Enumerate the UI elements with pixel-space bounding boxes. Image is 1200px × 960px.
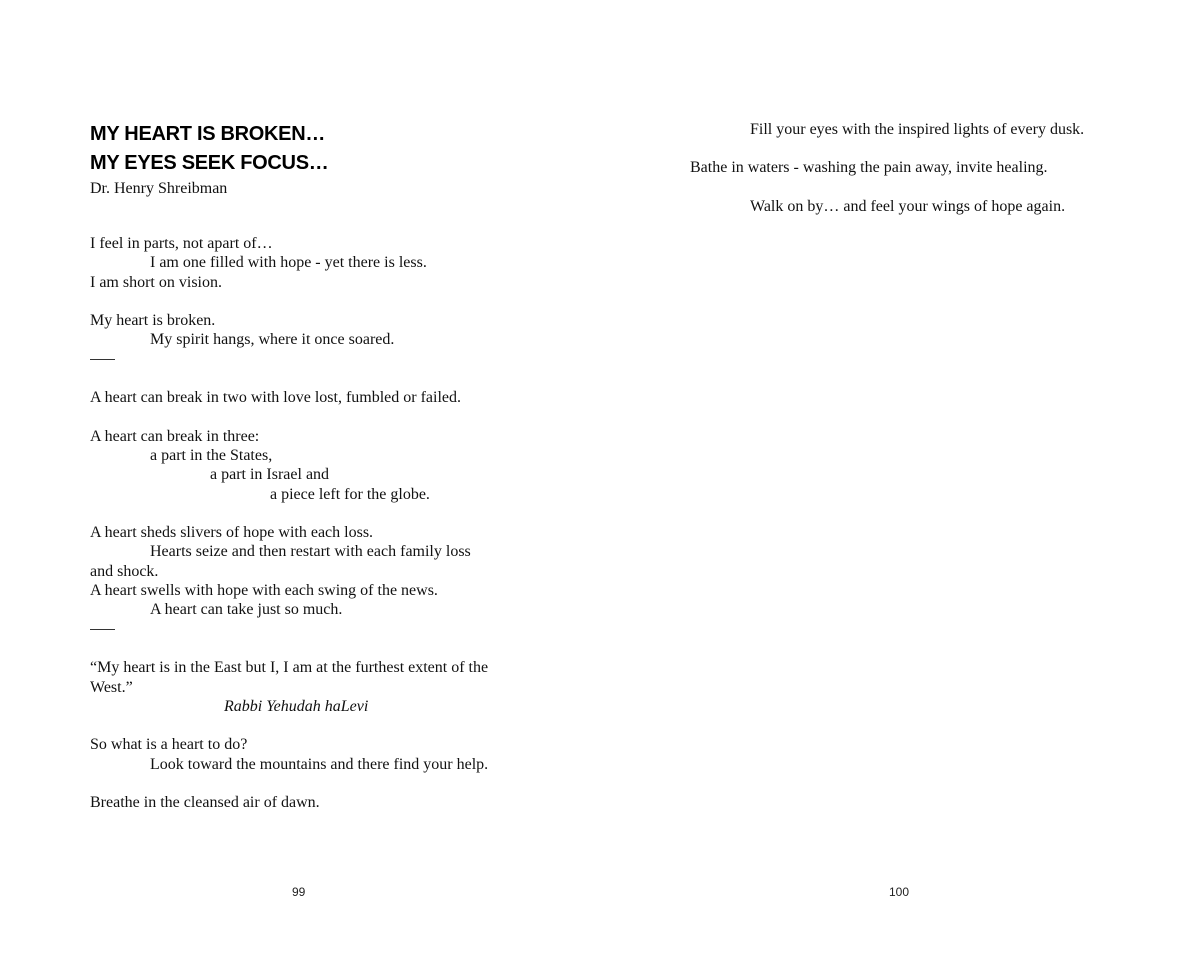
poem-line: A heart can take just so much. <box>150 601 343 619</box>
quote-attribution: Rabbi Yehudah haLevi <box>224 698 369 716</box>
poem-line: Look toward the mountains and there find your help. <box>150 755 489 773</box>
section-divider <box>90 349 115 360</box>
poem-line: I feel in parts, not apart of… <box>90 235 273 252</box>
poem-line: A heart can break in three: <box>90 427 260 445</box>
page-number: 100 <box>889 885 910 899</box>
poem-line: a piece left for the globe. <box>270 485 430 503</box>
poem-line: Breathe in the cleansed air of dawn. <box>90 793 320 811</box>
poem-line: A heart swells with hope with each swing of the news. <box>90 581 438 599</box>
poem-body <box>90 234 530 812</box>
author-name: Dr. Henry Shreibman <box>90 180 228 197</box>
poem-line: A heart can break in two with love lost, fumbled or failed. <box>90 389 462 407</box>
poem-line: Hearts seize and then restart with each family loss <box>150 543 471 561</box>
poem-line: Fill your eyes with the inspired lights of every dusk. <box>750 121 1085 138</box>
poem-line: I am one filled with hope - yet there is less. <box>150 254 427 272</box>
quote-line: “My heart is in the East but I, I am at the furthest extent of the <box>90 659 489 677</box>
poem-line: I am short on vision. <box>90 273 222 291</box>
title-block <box>90 120 328 199</box>
poem-line: a part in Israel and <box>210 466 330 484</box>
poem-body-continued <box>690 120 1170 216</box>
poem-line: and shock. <box>90 562 159 580</box>
poem-line: a part in the States, <box>150 447 273 465</box>
poem-line: My spirit hangs, where it once soared. <box>150 331 395 349</box>
page-title-line-1: MY HEART IS BROKEN… <box>90 123 326 145</box>
poem-line: Bathe in waters - washing the pain away, invite healing. <box>690 159 1048 177</box>
poem-line: My heart is broken. <box>90 311 216 329</box>
poem-line: So what is a heart to do? <box>90 736 248 754</box>
right-page <box>600 0 1200 960</box>
page-number: 99 <box>292 885 306 899</box>
quote-line: West.” <box>90 678 133 696</box>
poem-line: Walk on by… and feel your wings of hope again. <box>750 197 1066 215</box>
section-divider <box>90 619 115 630</box>
page-title-line-2: MY EYES SEEK FOCUS… <box>90 152 329 174</box>
poem-line: A heart sheds slivers of hope with each loss. <box>90 523 374 541</box>
